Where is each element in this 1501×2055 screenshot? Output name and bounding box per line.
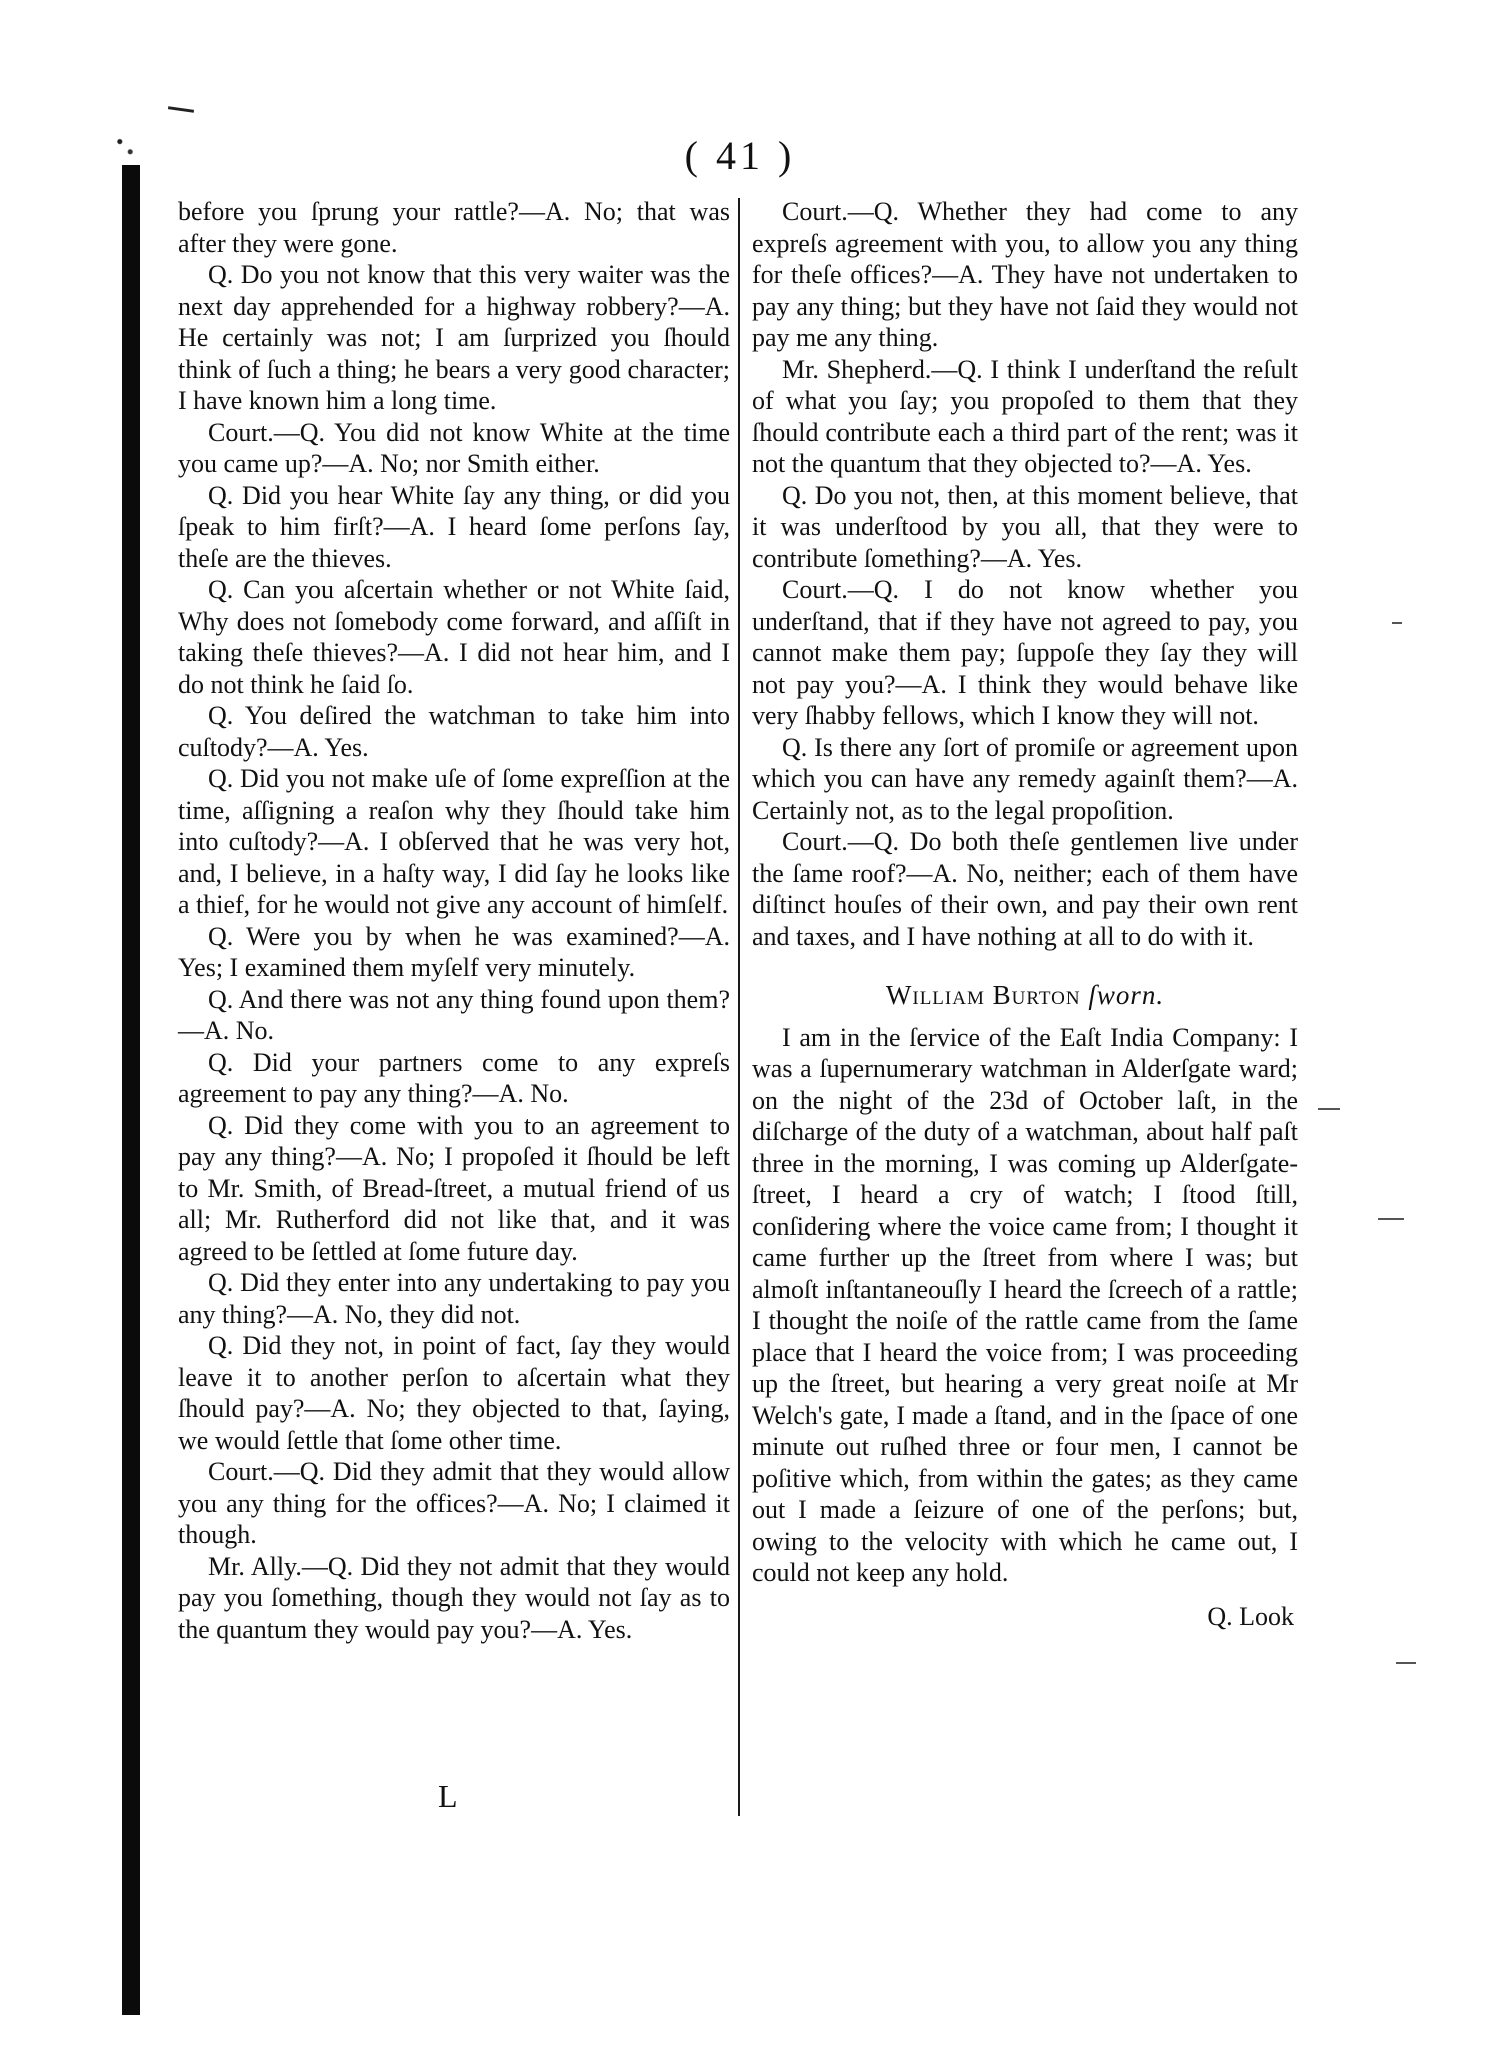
paragraph: Court.—Q. Do both theſe gentlemen live under the ſame roof?—A. No, neither; each of them have diſtinct houſes of their own, and pay their own rent and taxes, and I have nothing at all to do with it. xyxy=(752,827,1298,951)
scan-speck xyxy=(1318,1108,1340,1110)
paragraph: Q. Did you hear White ſay any thing, or did you ſpeak to him firſt?—A. I heard ſome perſons ſay, theſe are the thieves. xyxy=(178,480,730,573)
binding-shadow xyxy=(122,165,140,2015)
paragraph: Q. Can you aſcertain whether or not White ſaid, Why does not ſomebody come forward, and aſſiſt in taking theſe thieves?—A. I did not hear him, and I do not think he ſaid ſo. xyxy=(178,575,730,699)
scan-speck xyxy=(1392,622,1402,624)
paragraph: Q. Did they come with you to an agreement to pay any thing?—A. No; I propoſed it ſhould be left to Mr. Smith, of Bread-ſtreet, a mutual friend of us all; Mr. Rutherford did not like that, and it was agreed to be ſettled at ſome future day. xyxy=(178,1110,730,1266)
paragraph: Q. Did your partners come to any expreſs agreement to pay any thing?—A. No. xyxy=(178,1047,730,1108)
page-number: ( 41 ) xyxy=(684,133,796,178)
paragraph: Q. Is there any ſort of promiſe or agreement upon which you can have any remedy againſt them?—A. Certainly not, as to the legal propoſition. xyxy=(752,732,1298,825)
paragraph: before you ſprung your rattle?—A. No; that was after they were gone. xyxy=(178,197,730,258)
paragraph: Mr. Shepherd.—Q. I think I underſtand the reſult of what you ſay; you propoſed to them that they ſhould contribute each a third part of the rent; was it not the quantum that they objected to?—A. Yes. xyxy=(752,354,1298,478)
witness-testimony: I am in the ſervice of the Eaſt India Company: I was a ſupernumerary watchman in Alderſgate ward; on the night of the 23d of October laſt, in the diſcharge of the duty of a watchman, about half paſt three in the morning, I was coming up Alderſgate-ſtreet, I heard a cry of watch; I ſtood ſtill, conſidering where the voice came from; I thought it came further up the ſtreet from where I was; but almoſt inſtantaneouſly I heard the ſcreech of a rattle; I thought the noiſe of the rattle came from the ſame place that I heard the voice from; I was proceeding up the ſtreet, but hearing a very great noiſe at Mr Welch's gate, I made a ſtand, and in the ſpace of one minute out ruſhed three or four men, I cannot be poſitive which, from within the gates; as they came out I made a ſeizure of one of the perſons; but, owing to the velocity with which he came out, I could not keep any hold. xyxy=(752,1022,1298,1587)
paragraph: Court.—Q. Did they admit that they would allow you any thing for the offices?—A. No; I claimed it though. xyxy=(178,1457,730,1549)
paragraph: Q. Do you not know that this very waiter was the next day apprehended for a highway robbery?—A. He certainly was not; I am ſurprized you ſhould think of ſuch a thing; he bears a very good character; I have known him a long time. xyxy=(178,260,730,415)
binding-blot xyxy=(112,128,138,162)
paragraph: Q. Did they enter into any undertaking to pay you any thing?—A. No, they did not. xyxy=(178,1268,730,1329)
paragraph: Mr. Ally.—Q. Did they not admit that they would pay you ſomething, though they would not ſay as to the quantum they would pay you?—A. Yes. xyxy=(178,1551,730,1644)
paragraph: Q. Were you by when he was examined?—A. Yes; I examined them myſelf very minutely. xyxy=(178,921,730,982)
paragraph: Court.—Q. You did not know White at the time you came up?—A. No; nor Smith either. xyxy=(178,417,730,478)
paragraph: Q. Did you not make uſe of ſome expreſſion at the time, aſſigning a reaſon why they ſhould take him into cuſtody?—A. I obſerved that he was very hot, and, I believe, in a haſty way, I did ſay he looks like a thief, for he would not give any account of himſelf. xyxy=(178,764,730,919)
scan-speck xyxy=(1378,1218,1404,1220)
paragraph: Court.—Q. Whether they had come to any expreſs agreement with you, to allow you any thing for theſe offices?—A. They have not undertaken to pay any thing; but they have not ſaid they would not pay me any thing. xyxy=(752,197,1298,352)
ink-mark xyxy=(168,106,194,113)
left-column xyxy=(178,196,730,1645)
paragraph: Q. Did they not, in point of fact, ſay they would leave it to another perſon to aſcertain what they ſhould pay?—A. No; they objected to that, ſaying, we would ſettle that ſome other time. xyxy=(178,1331,730,1455)
witness-sworn: ſworn. xyxy=(1088,980,1165,1010)
paragraph: Court.—Q. I do not know whether you underſtand, that if they have not agreed to pay, you cannot make them pay; ſuppoſe they ſay they will not pay you?—A. I think they would behave like very ſhabby fellows, which I know they will not. xyxy=(752,575,1298,730)
witness-name: William Burton xyxy=(885,980,1081,1010)
witness-heading xyxy=(752,980,1298,1012)
paragraph: Q. And there was not any thing found upon them?—A. No. xyxy=(178,984,730,1045)
right-column xyxy=(752,196,1298,1632)
paragraph: Q. Do you not, then, at this moment believe, that it was underſtood by you all, that they were to contribute ſomething?—A. Yes. xyxy=(752,480,1298,573)
column-divider xyxy=(738,198,740,1816)
catchword: Q. Look xyxy=(1207,1601,1294,1631)
paragraph: Q. You deſired the watchman to take him into cuſtody?—A. Yes. xyxy=(178,701,730,762)
signature-mark: L xyxy=(438,1778,458,1814)
scan-speck xyxy=(1396,1662,1416,1664)
